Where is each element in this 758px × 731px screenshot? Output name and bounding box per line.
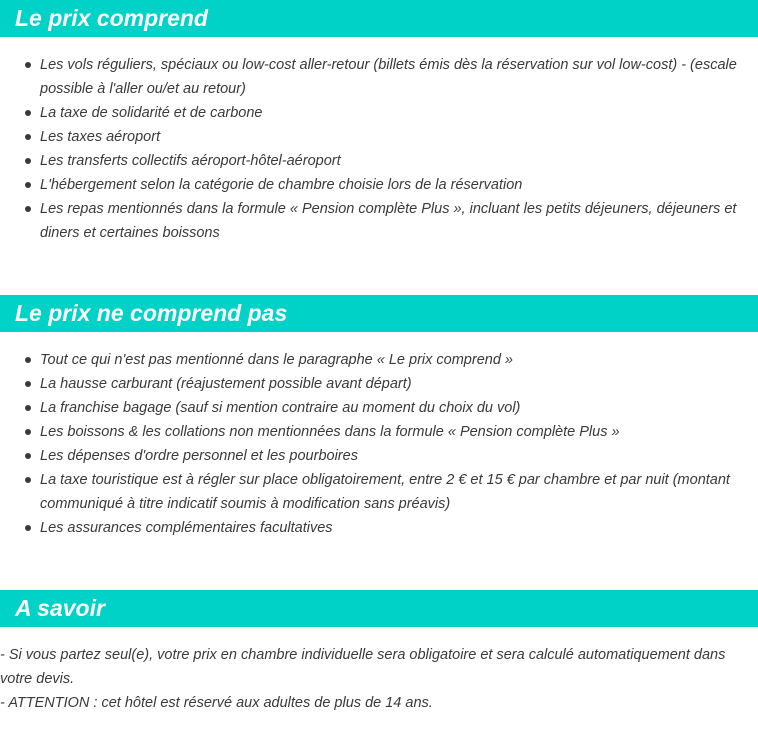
section-title-excluded: Le prix ne comprend pas [0, 295, 758, 332]
list-item: La hausse carburant (réajustement possible avant départ) [0, 372, 758, 396]
excluded-list [0, 348, 758, 540]
list-item: Les assurances complémentaires facultatives [0, 516, 758, 540]
list-item: Les taxes aéroport [0, 125, 758, 149]
list-item: La franchise bagage (sauf si mention contraire au moment du choix du vol) [0, 396, 758, 420]
list-item: L'hébergement selon la catégorie de chambre choisie lors de la réservation [0, 173, 758, 197]
list-item: Les transferts collectifs aéroport-hôtel-aéroport [0, 149, 758, 173]
list-item: Les repas mentionnés dans la formule « Pension complète Plus », incluant les petits déjeuners, déjeuners et diners et certaines boissons [0, 197, 758, 245]
section-title-to-know: A savoir [0, 590, 758, 627]
list-item: La taxe de solidarité et de carbone [0, 101, 758, 125]
section-title-included: Le prix comprend [0, 0, 758, 37]
to-know-line: - ATTENTION : cet hôtel est réservé aux adultes de plus de 14 ans. [0, 695, 433, 711]
list-item: Les boissons & les collations non mentionnées dans la formule « Pension complète Plus » [0, 420, 758, 444]
list-item: Les dépenses d'ordre personnel et les pourboires [0, 444, 758, 468]
to-know-line: - Si vous partez seul(e), votre prix en chambre individuelle sera obligatoire et sera calculé automatiquement dans votre devis. [0, 647, 726, 687]
included-list [0, 53, 758, 245]
to-know-text [0, 643, 758, 715]
list-item: Les vols réguliers, spéciaux ou low-cost aller-retour (billets émis dès la réservation sur vol low-cost) - (escale possible à l'aller ou/et au retour) [0, 53, 758, 101]
list-item: Tout ce qui n'est pas mentionné dans le paragraphe « Le prix comprend » [0, 348, 758, 372]
list-item: La taxe touristique est à régler sur place obligatoirement, entre 2 € et 15 € par chambre et par nuit (montant communiqué à titre indicatif soumis à modification sans préavis) [0, 468, 758, 516]
